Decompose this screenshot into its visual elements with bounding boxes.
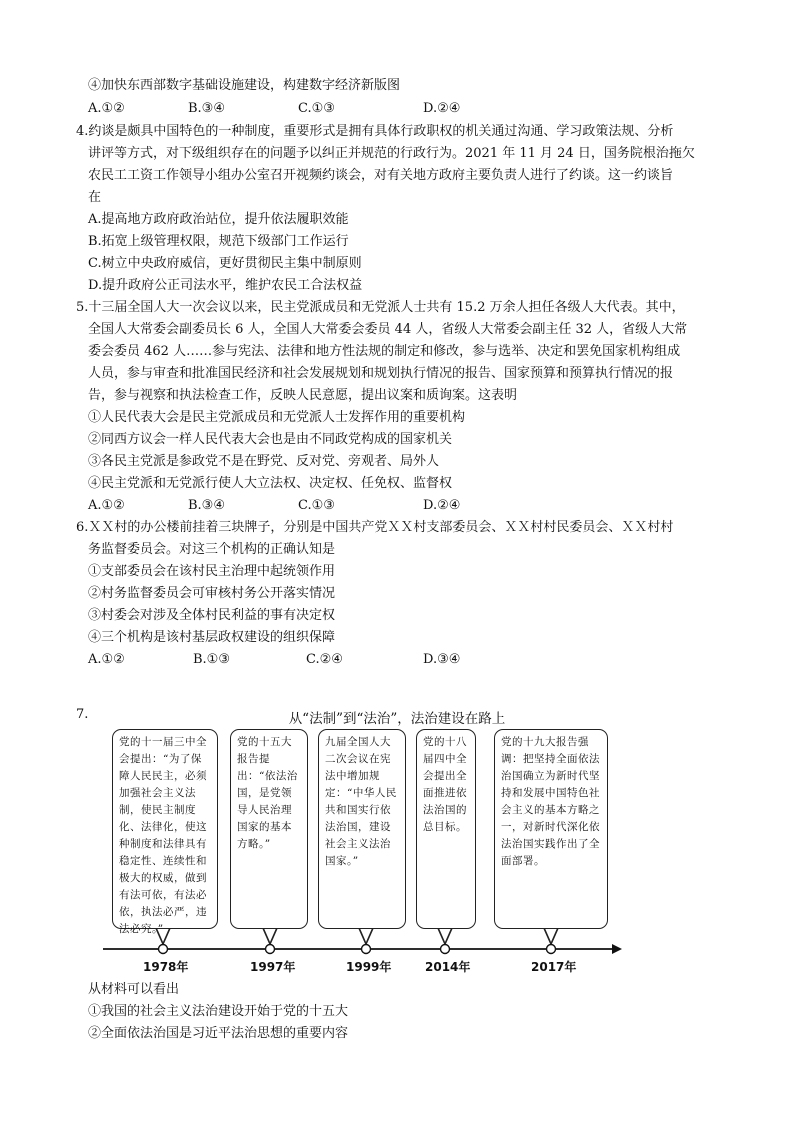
timeline-marker-2014 — [441, 945, 450, 954]
q5-stem-line-2: 全国人大常委会副委员长 6 人，全国人大常委会委员 44 人，省级人大常委会副主任 32 人，省级人大常 — [88, 322, 688, 337]
event-box-2017: 党的十九大报告强调：把坚持全面依法治国确立为新时代坚持和发展中国特色社会主义的基本方略之一，对新时代深化依法治国实践作出了全面部署。 — [494, 729, 608, 929]
q7-timeline-title: 从“法制”到“法治”，法治建设在路上 — [288, 711, 506, 727]
year-label-2014: 2014年 — [425, 960, 471, 974]
q6-option-b[interactable]: B.①③ — [193, 652, 230, 667]
q4-stem-line-2: 讲评等方式，对下级组织存在的问题予以纠正并规范的行政行为。2021 年 11 月 24 日，国务院根治拖欠 — [88, 146, 695, 161]
q6-stem-line-1: 6.ＸＸ村的办公楼前挂着三块牌子，分别是中国共产党ＸＸ村支部委员会、ＸＸ村村民委员会、ＸＸ村村 — [76, 520, 674, 535]
q4-choice-b[interactable]: B.拓宽上级管理权限，规范下级部门工作运行 — [88, 234, 349, 249]
year-label-2017: 2017年 — [531, 960, 577, 974]
q5-option-c[interactable]: C.①③ — [298, 498, 335, 513]
q4-choice-d[interactable]: D.提升政府公正司法水平，维护农民工合法权益 — [88, 278, 363, 293]
timeline-arrow-icon — [612, 944, 622, 954]
timeline-marker-1997 — [266, 945, 275, 954]
q5-option-d[interactable]: D.②④ — [423, 498, 461, 513]
q3-item-4: ④加快东西部数字基础设施建设，构建数字经济新版图 — [88, 78, 401, 93]
year-label-1997: 1997年 — [250, 960, 296, 974]
q4-stem-line-3: 农民工工资工作领导小组办公室召开视频约谈会，对有关地方政府主要负责人进行了约谈。这一约谈旨 — [88, 168, 674, 183]
q4-stem-line-4: 在 — [88, 190, 102, 205]
q5-option-a[interactable]: A.①② — [88, 498, 125, 513]
q4-choice-c[interactable]: C.树立中央政府威信，更好贯彻民主集中制原则 — [88, 256, 362, 271]
q4-choice-a[interactable]: A.提高地方政府政治站位，提升依法履职效能 — [88, 212, 349, 227]
q3-option-d[interactable]: D.②④ — [423, 101, 461, 116]
q5-stem-line-1: 5.十三届全国人大一次会议以来，民主党派成员和无党派人士共有 15.2 万余人担任各级人大代表。其中， — [76, 300, 685, 315]
timeline-marker-1999 — [362, 945, 371, 954]
event-box-2014: 党的十八届四中全会提出全面推进依法治国的总目标。 — [416, 729, 476, 929]
q6-option-a[interactable]: A.①② — [88, 652, 125, 667]
q3-option-a[interactable]: A.①② — [88, 101, 125, 116]
q7-conclusion: 从材料可以看出 — [88, 982, 180, 997]
q3-option-c[interactable]: C.①③ — [298, 101, 335, 116]
q5-stem-line-5: 告，参与视察和执法检查工作，反映人民意愿，提出议案和质询案。这表明 — [88, 388, 518, 403]
event-box-1978: 党的十一届三中全会提出：“为了保障人民民主，必须加强社会主义法制，使民主制度化、法律化，使这种制度和法律具有稳定性、连续性和极大的权威，做到有法可依，有法必依，执法必严，违法必究。” — [112, 729, 218, 929]
callout-pointer-1997 — [263, 928, 277, 944]
q5-item-1: ①人民代表大会是民主党派成员和无党派人士发挥作用的重要机构 — [88, 410, 466, 425]
q5-item-3: ③各民主党派是参政党不是在野党、反对党、旁观者、局外人 — [88, 454, 440, 469]
q5-option-b[interactable]: B.③④ — [188, 498, 225, 513]
q5-item-2: ②同西方议会一样人民代表大会也是由不同政党构成的国家机关 — [88, 432, 453, 447]
q7-item-2: ②全面依法治国是习近平法治思想的重要内容 — [88, 1026, 349, 1041]
event-box-1999: 九届全国人大二次会议在宪法中增加规定：“中华人民共和国实行依法治国，建设社会主义法治国家。” — [318, 729, 406, 929]
callout-pointer-2017 — [544, 928, 558, 944]
q6-item-3: ③村委会对涉及全体村民利益的事有决定权 — [88, 608, 336, 623]
timeline-marker-2017 — [547, 945, 556, 954]
q7-item-1: ①我国的社会主义法治建设开始于党的十五大 — [88, 1004, 349, 1019]
q5-stem-line-4: 人员，参与审查和批准国民经济和社会发展规划和规划执行情况的报告、国家预算和预算执行情况的报 — [88, 366, 674, 381]
q6-item-2: ②村务监督委员会可审核村务公开落实情况 — [88, 586, 336, 601]
q5-item-4: ④民主党派和无党派行使人大立法权、决定权、任免权、监督权 — [88, 476, 453, 491]
q3-option-b[interactable]: B.③④ — [188, 101, 225, 116]
q6-option-c[interactable]: C.②④ — [306, 652, 343, 667]
timeline-marker-1978 — [159, 945, 168, 954]
year-label-1978: 1978年 — [143, 960, 189, 974]
q4-stem-line-1: 4.约谈是颇具中国特色的一种制度，重要形式是拥有具体行政职权的机关通过沟通、学习政策法规、分析 — [76, 124, 674, 139]
year-label-1999: 1999年 — [346, 960, 392, 974]
q5-stem-line-3: 委会委员 462 人……参与宪法、法律和地方性法规的制定和修改，参与选举、决定和罢免国家机构组成 — [88, 344, 681, 359]
event-box-1997: 党的十五大报告提出：“依法治国，是党领导人民治理国家的基本方略。” — [230, 729, 308, 929]
q7-number: 7. — [76, 707, 89, 722]
callout-pointer-2014 — [438, 928, 452, 944]
q6-stem-line-2: 务监督委员会。对这三个机构的正确认知是 — [88, 542, 336, 557]
q6-item-1: ①支部委员会在该村民主治理中起统领作用 — [88, 564, 336, 579]
q6-item-4: ④三个机构是该村基层政权建设的组织保障 — [88, 630, 336, 645]
callout-pointer-1999 — [359, 928, 373, 944]
q6-option-d[interactable]: D.③④ — [423, 652, 461, 667]
